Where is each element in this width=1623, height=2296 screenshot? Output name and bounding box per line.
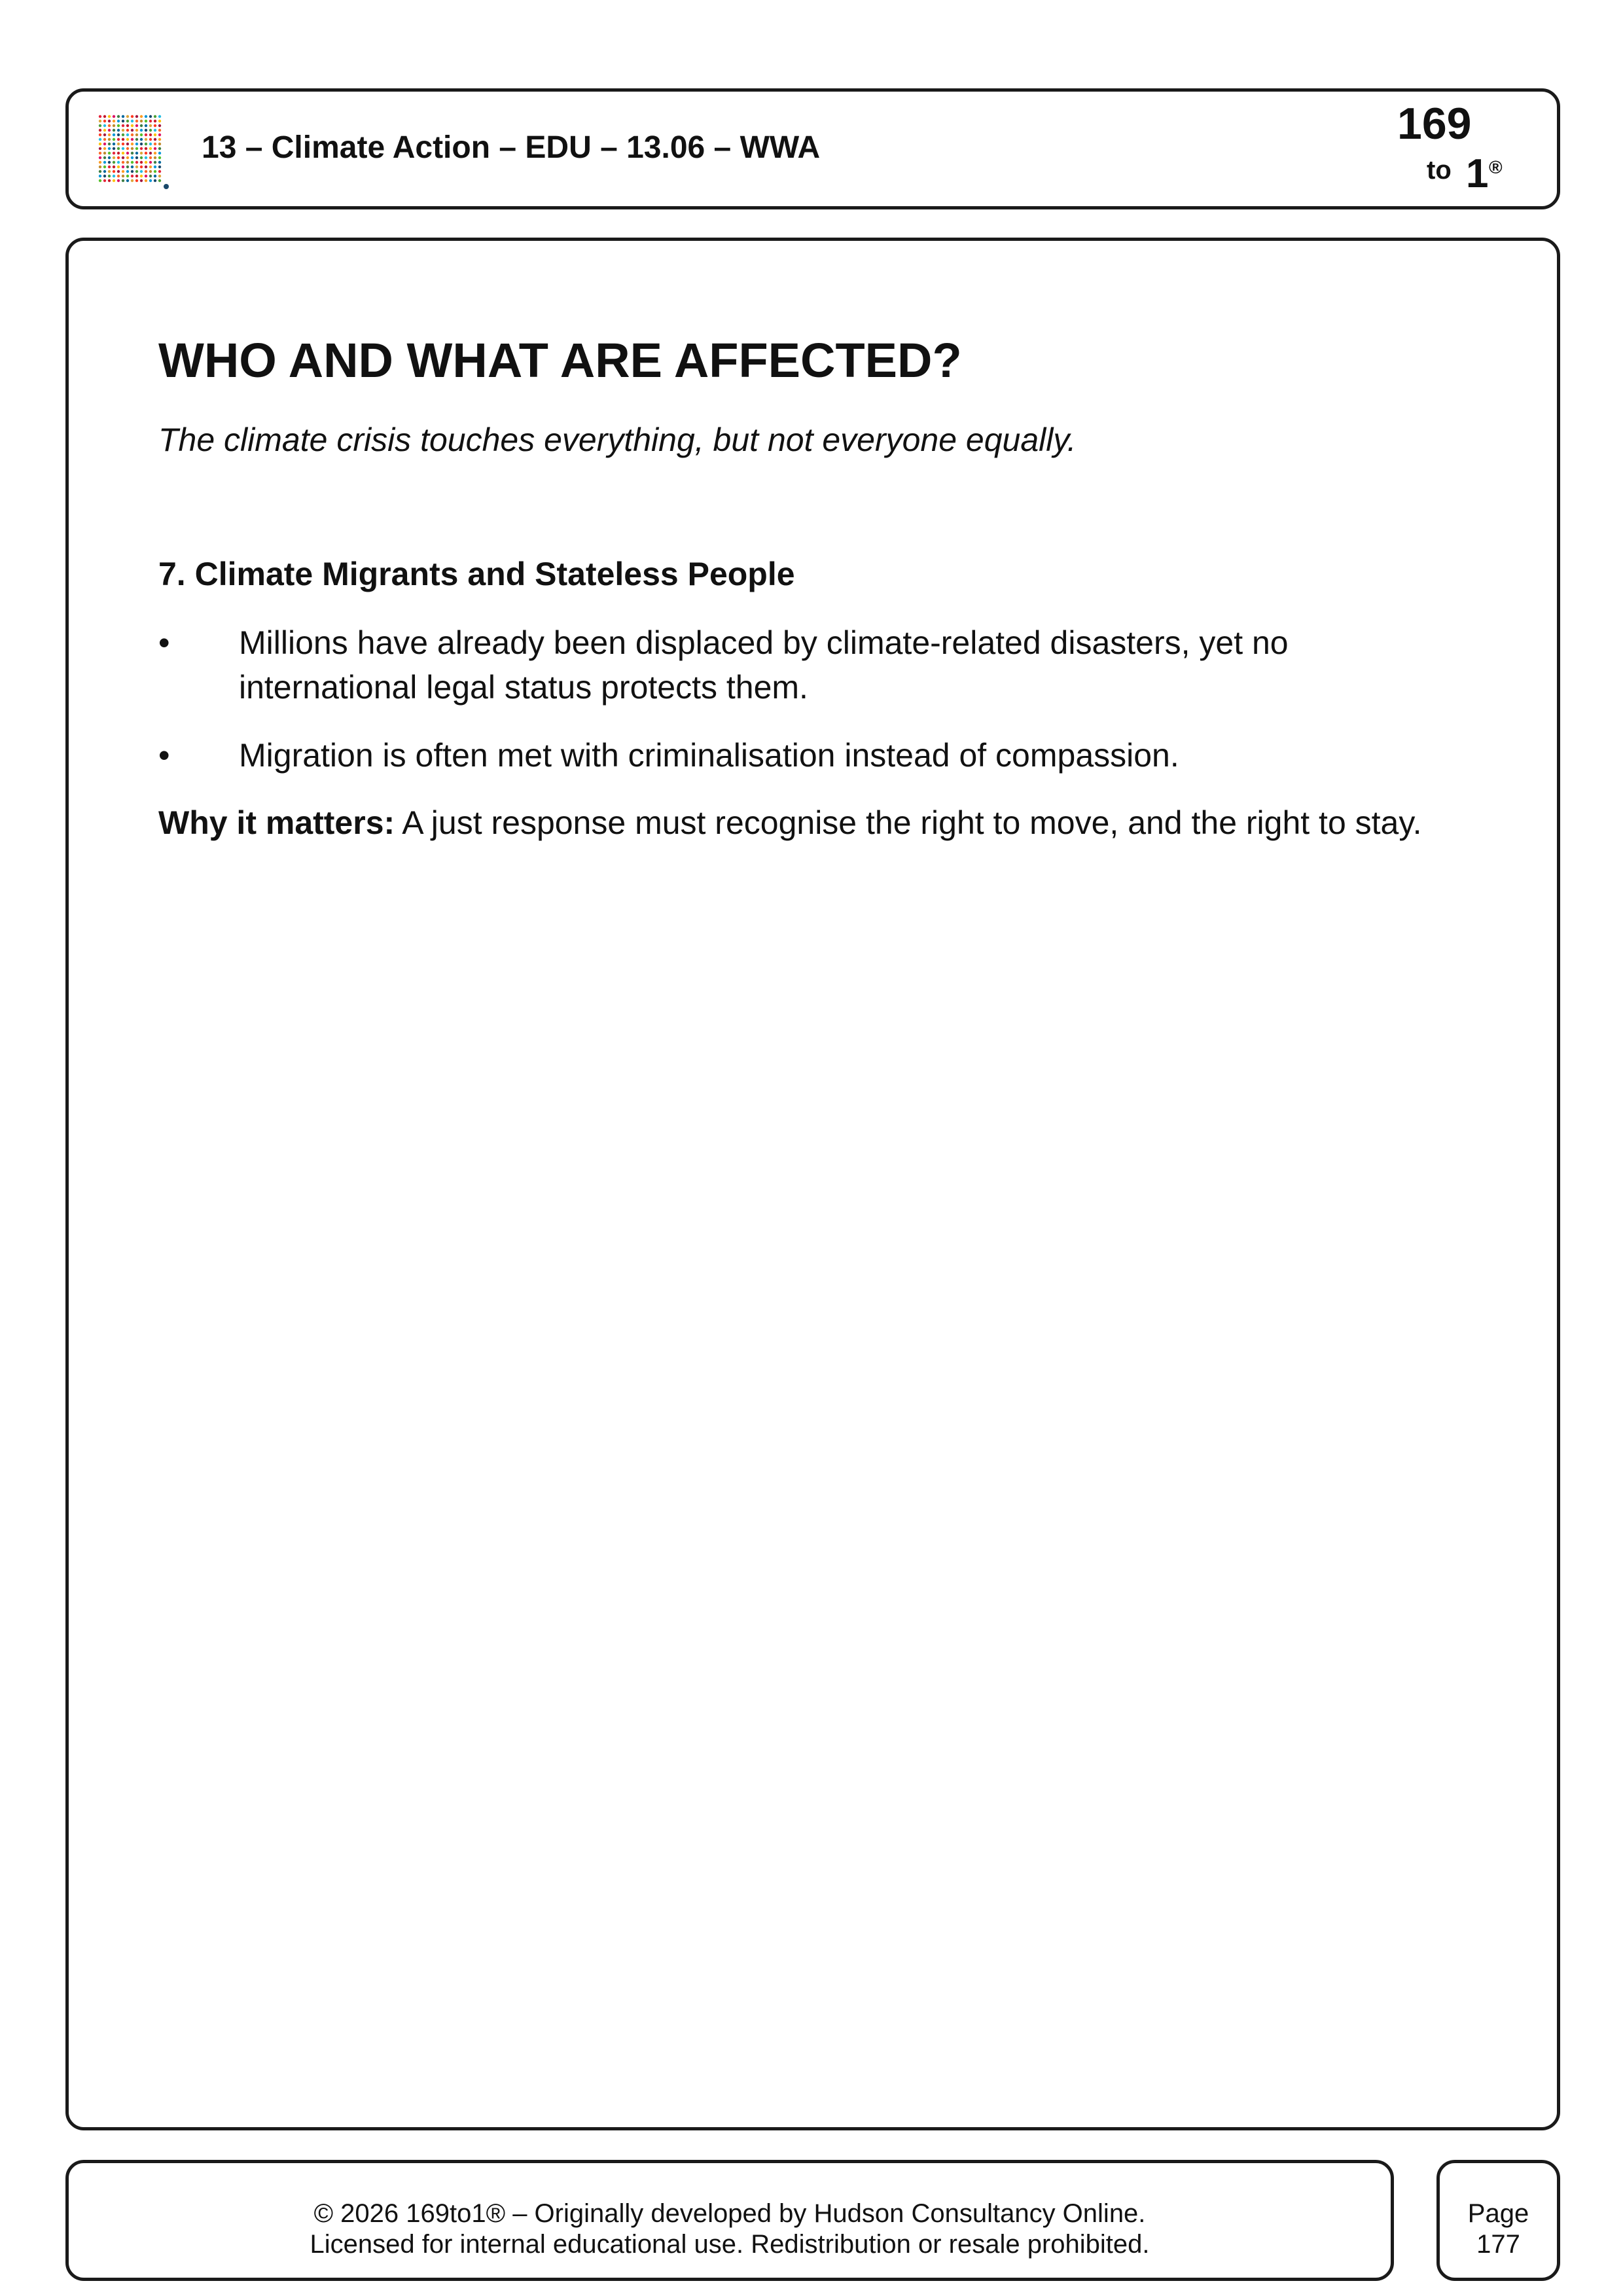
logo-dot <box>154 115 156 118</box>
why-text: A just response must recognise the right to move, and the right to stay. <box>395 804 1422 841</box>
logo-dot <box>99 129 101 132</box>
logo-dot <box>145 134 147 136</box>
logo-dot <box>145 166 147 168</box>
page-number-box <box>1436 2160 1560 2281</box>
logo-dot <box>158 170 161 173</box>
logo-dot <box>145 115 147 118</box>
logo-dot <box>108 175 111 177</box>
brand-logo-number: 169 <box>1397 99 1472 149</box>
logo-dot <box>103 124 106 127</box>
logo-dot <box>99 115 101 118</box>
logo-dot <box>149 138 152 141</box>
logo-dot <box>135 156 138 159</box>
logo-dot <box>131 170 134 173</box>
logo-dot <box>145 129 147 132</box>
logo-dot <box>158 175 161 177</box>
logo-dot <box>154 170 156 173</box>
logo-dot <box>117 124 120 127</box>
logo-dot <box>131 143 134 145</box>
logo-dot <box>158 134 161 136</box>
why-label: Why it matters: <box>158 804 395 841</box>
logo-dot <box>154 138 156 141</box>
logo-dot <box>99 143 101 145</box>
logo-dot <box>140 129 143 132</box>
logo-dot <box>108 166 111 168</box>
logo-dot <box>149 129 152 132</box>
logo-dot <box>126 129 129 132</box>
logo-dot <box>99 134 101 136</box>
logo-dot <box>103 175 106 177</box>
logo-dot <box>126 166 129 168</box>
logo-dot <box>113 120 115 122</box>
brand-logo-one: 1 <box>1466 151 1489 196</box>
bullet-item <box>158 620 1474 709</box>
logo-dot <box>122 147 124 150</box>
logo-dot <box>154 120 156 122</box>
logo-dot <box>158 138 161 141</box>
logo-dot <box>145 179 147 182</box>
logo-dot <box>108 147 111 150</box>
logo-dot <box>122 143 124 145</box>
logo-dot <box>135 170 138 173</box>
bullet-dot: • <box>158 624 170 661</box>
logo-dot <box>158 161 161 164</box>
logo-dot <box>158 143 161 145</box>
logo-dot <box>103 120 106 122</box>
logo-dot <box>149 143 152 145</box>
logo-dot <box>158 152 161 154</box>
logo-dot <box>122 134 124 136</box>
logo-dot <box>113 170 115 173</box>
logo-dot <box>145 120 147 122</box>
logo-dot <box>122 115 124 118</box>
logo-dot <box>135 161 138 164</box>
bullet-item <box>158 733 1474 778</box>
logo-dot <box>117 179 120 182</box>
logo-dot <box>135 115 138 118</box>
logo-dot <box>140 166 143 168</box>
logo-dot <box>99 147 101 150</box>
page-number: 177 <box>1476 2230 1520 2259</box>
logo-dot <box>140 134 143 136</box>
logo-dot <box>117 134 120 136</box>
logo-dot <box>135 175 138 177</box>
logo-dot <box>135 120 138 122</box>
logo-dot <box>126 124 129 127</box>
logo-dot <box>131 124 134 127</box>
content-panel <box>65 238 1560 2130</box>
logo-dot <box>108 129 111 132</box>
logo-dot <box>140 124 143 127</box>
logo-dot <box>108 161 111 164</box>
logo-dot <box>108 138 111 141</box>
logo-dot <box>113 147 115 150</box>
logo-dot <box>103 129 106 132</box>
logo-dot <box>149 161 152 164</box>
logo-dot <box>149 134 152 136</box>
logo-dot <box>113 156 115 159</box>
logo-dot <box>117 175 120 177</box>
bullet-text: Millions have already been displaced by climate-related disasters, yet no international legal status protects them. <box>239 624 1289 706</box>
logo-dot <box>149 175 152 177</box>
logo-dot <box>158 115 161 118</box>
logo-dot <box>126 152 129 154</box>
logo-dot <box>149 166 152 168</box>
logo-dot <box>140 120 143 122</box>
logo-dot <box>113 179 115 182</box>
logo-dot <box>131 120 134 122</box>
logo-dot <box>131 166 134 168</box>
logo-dot <box>113 161 115 164</box>
logo-dot <box>154 143 156 145</box>
logo-dot <box>113 129 115 132</box>
logo-dot <box>149 147 152 150</box>
section-title: 7. Climate Migrants and Stateless People <box>158 556 795 592</box>
logo-dot <box>117 166 120 168</box>
logo-dot <box>149 120 152 122</box>
footer-copyright <box>65 2160 1394 2281</box>
logo-dot <box>103 156 106 159</box>
logo-dot <box>113 166 115 168</box>
logo-dot <box>117 170 120 173</box>
bullet-text: Migration is often met with criminalisation instead of compassion. <box>239 737 1179 774</box>
logo-dot <box>108 179 111 182</box>
logo-dot <box>145 152 147 154</box>
logo-dot <box>154 179 156 182</box>
copyright-line: © 2026 169to1® – Originally developed by Hudson Consultancy Online. <box>313 2199 1146 2228</box>
logo-dot <box>99 124 101 127</box>
sdg-dot-grid-logo <box>98 115 170 190</box>
logo-dot <box>131 129 134 132</box>
logo-dot <box>103 115 106 118</box>
logo-dot <box>117 143 120 145</box>
logo-dot <box>99 152 101 154</box>
logo-dot <box>117 120 120 122</box>
logo-dot <box>126 156 129 159</box>
logo-dot <box>131 138 134 141</box>
logo-dot <box>99 156 101 159</box>
logo-dot <box>117 115 120 118</box>
logo-dot <box>99 179 101 182</box>
logo-dot <box>140 143 143 145</box>
page-heading: WHO AND WHAT ARE AFFECTED? <box>158 333 962 387</box>
logo-dot <box>122 166 124 168</box>
logo-dot <box>103 166 106 168</box>
logo-dot <box>135 134 138 136</box>
logo-dot <box>117 152 120 154</box>
logo-dot <box>108 143 111 145</box>
logo-dot <box>135 152 138 154</box>
logo-dot <box>145 156 147 159</box>
logo-dot <box>154 156 156 159</box>
logo-dot <box>140 152 143 154</box>
logo-dot <box>113 175 115 177</box>
logo-dot <box>149 179 152 182</box>
logo-dot <box>145 124 147 127</box>
page-label: Page <box>1467 2199 1529 2228</box>
logo-dot <box>126 179 129 182</box>
logo-dot <box>126 120 129 122</box>
logo-dot <box>122 124 124 127</box>
logo-dot <box>145 147 147 150</box>
logo-dot <box>113 152 115 154</box>
logo-dot <box>154 129 156 132</box>
logo-dot <box>117 161 120 164</box>
logo-dot <box>135 124 138 127</box>
logo-dot <box>149 115 152 118</box>
logo-dot <box>103 134 106 136</box>
logo-dot <box>117 138 120 141</box>
logo-dot <box>131 134 134 136</box>
document-title: 13 – Climate Action – EDU – 13.06 – WWA <box>202 130 821 165</box>
logo-dot <box>135 166 138 168</box>
logo-dot <box>126 134 129 136</box>
logo-dot <box>117 156 120 159</box>
why-it-matters <box>158 800 1513 845</box>
license-line: Licensed for internal educational use. Redistribution or resale prohibited. <box>310 2230 1150 2259</box>
logo-dot <box>158 156 161 159</box>
logo-dot <box>154 124 156 127</box>
header-bar <box>65 88 1560 209</box>
logo-dot <box>158 147 161 150</box>
logo-dot <box>145 143 147 145</box>
logo-dot <box>158 129 161 132</box>
logo-dot <box>122 170 124 173</box>
logo-dot <box>108 124 111 127</box>
logo-dot <box>126 143 129 145</box>
logo-dot <box>158 120 161 122</box>
logo-dot <box>131 175 134 177</box>
logo-dot <box>126 170 129 173</box>
logo-dot <box>131 161 134 164</box>
logo-dot <box>131 156 134 159</box>
logo-dot <box>135 143 138 145</box>
logo-dot <box>145 138 147 141</box>
logo-dot <box>126 138 129 141</box>
logo-dot <box>103 170 106 173</box>
logo-dot <box>103 143 106 145</box>
logo-dot <box>135 138 138 141</box>
logo-dot <box>140 156 143 159</box>
logo-dot <box>108 156 111 159</box>
logo-dot <box>135 147 138 150</box>
logo-dot <box>122 156 124 159</box>
logo-dot <box>140 175 143 177</box>
logo-dot <box>131 147 134 150</box>
logo-dot <box>145 170 147 173</box>
bullet-dot: • <box>158 737 170 774</box>
logo-dot <box>113 115 115 118</box>
logo-dot <box>103 179 106 182</box>
logo-dot <box>131 152 134 154</box>
logo-dot <box>126 115 129 118</box>
logo-dot <box>113 134 115 136</box>
logo-dot <box>113 124 115 127</box>
logo-dot <box>103 147 106 150</box>
logo-dot <box>126 147 129 150</box>
logo-dot <box>117 129 120 132</box>
logo-dot <box>149 124 152 127</box>
page-subtitle: The climate crisis touches everything, but not everyone equally. <box>158 422 1077 458</box>
logo-dot <box>99 120 101 122</box>
logo-dot <box>140 179 143 182</box>
logo-dot <box>108 115 111 118</box>
logo-dot <box>154 161 156 164</box>
logo-dot <box>131 115 134 118</box>
logo-dot <box>145 175 147 177</box>
logo-dot <box>99 166 101 168</box>
logo-dot <box>103 161 106 164</box>
logo-dot <box>99 138 101 141</box>
logo-dot <box>140 147 143 150</box>
logo-dot <box>108 152 111 154</box>
logo-dot <box>145 161 147 164</box>
logo-dot <box>131 179 134 182</box>
logo-dot <box>158 124 161 127</box>
logo-dot <box>140 161 143 164</box>
logo-dot <box>122 152 124 154</box>
logo-dot <box>164 184 169 189</box>
logo-dot <box>122 161 124 164</box>
logo-dot <box>154 175 156 177</box>
logo-dot <box>122 179 124 182</box>
logo-dot <box>135 179 138 182</box>
logo-dot <box>122 129 124 132</box>
logo-dot <box>108 170 111 173</box>
brand-registered-mark: ® <box>1489 157 1503 177</box>
logo-dot <box>154 147 156 150</box>
logo-dot <box>158 166 161 168</box>
logo-dot <box>113 143 115 145</box>
logo-dot <box>140 170 143 173</box>
logo-dot <box>140 115 143 118</box>
logo-dot <box>108 120 111 122</box>
logo-dot <box>140 138 143 141</box>
brand-logo-to: to <box>1427 156 1452 185</box>
logo-dot <box>103 138 106 141</box>
logo-dot <box>99 161 101 164</box>
logo-dot <box>135 129 138 132</box>
logo-dot <box>99 175 101 177</box>
logo-dot <box>149 156 152 159</box>
logo-dot <box>103 152 106 154</box>
logo-dot <box>122 120 124 122</box>
logo-dot <box>149 170 152 173</box>
logo-dot <box>158 179 161 182</box>
logo-dot <box>113 138 115 141</box>
logo-dot <box>108 134 111 136</box>
logo-dot <box>117 147 120 150</box>
logo-dot <box>149 152 152 154</box>
logo-dot <box>154 152 156 154</box>
logo-dot <box>122 138 124 141</box>
logo-dot <box>99 170 101 173</box>
logo-dot <box>126 161 129 164</box>
logo-dot <box>154 134 156 136</box>
logo-dot <box>122 175 124 177</box>
logo-dot <box>126 175 129 177</box>
logo-dot <box>154 166 156 168</box>
